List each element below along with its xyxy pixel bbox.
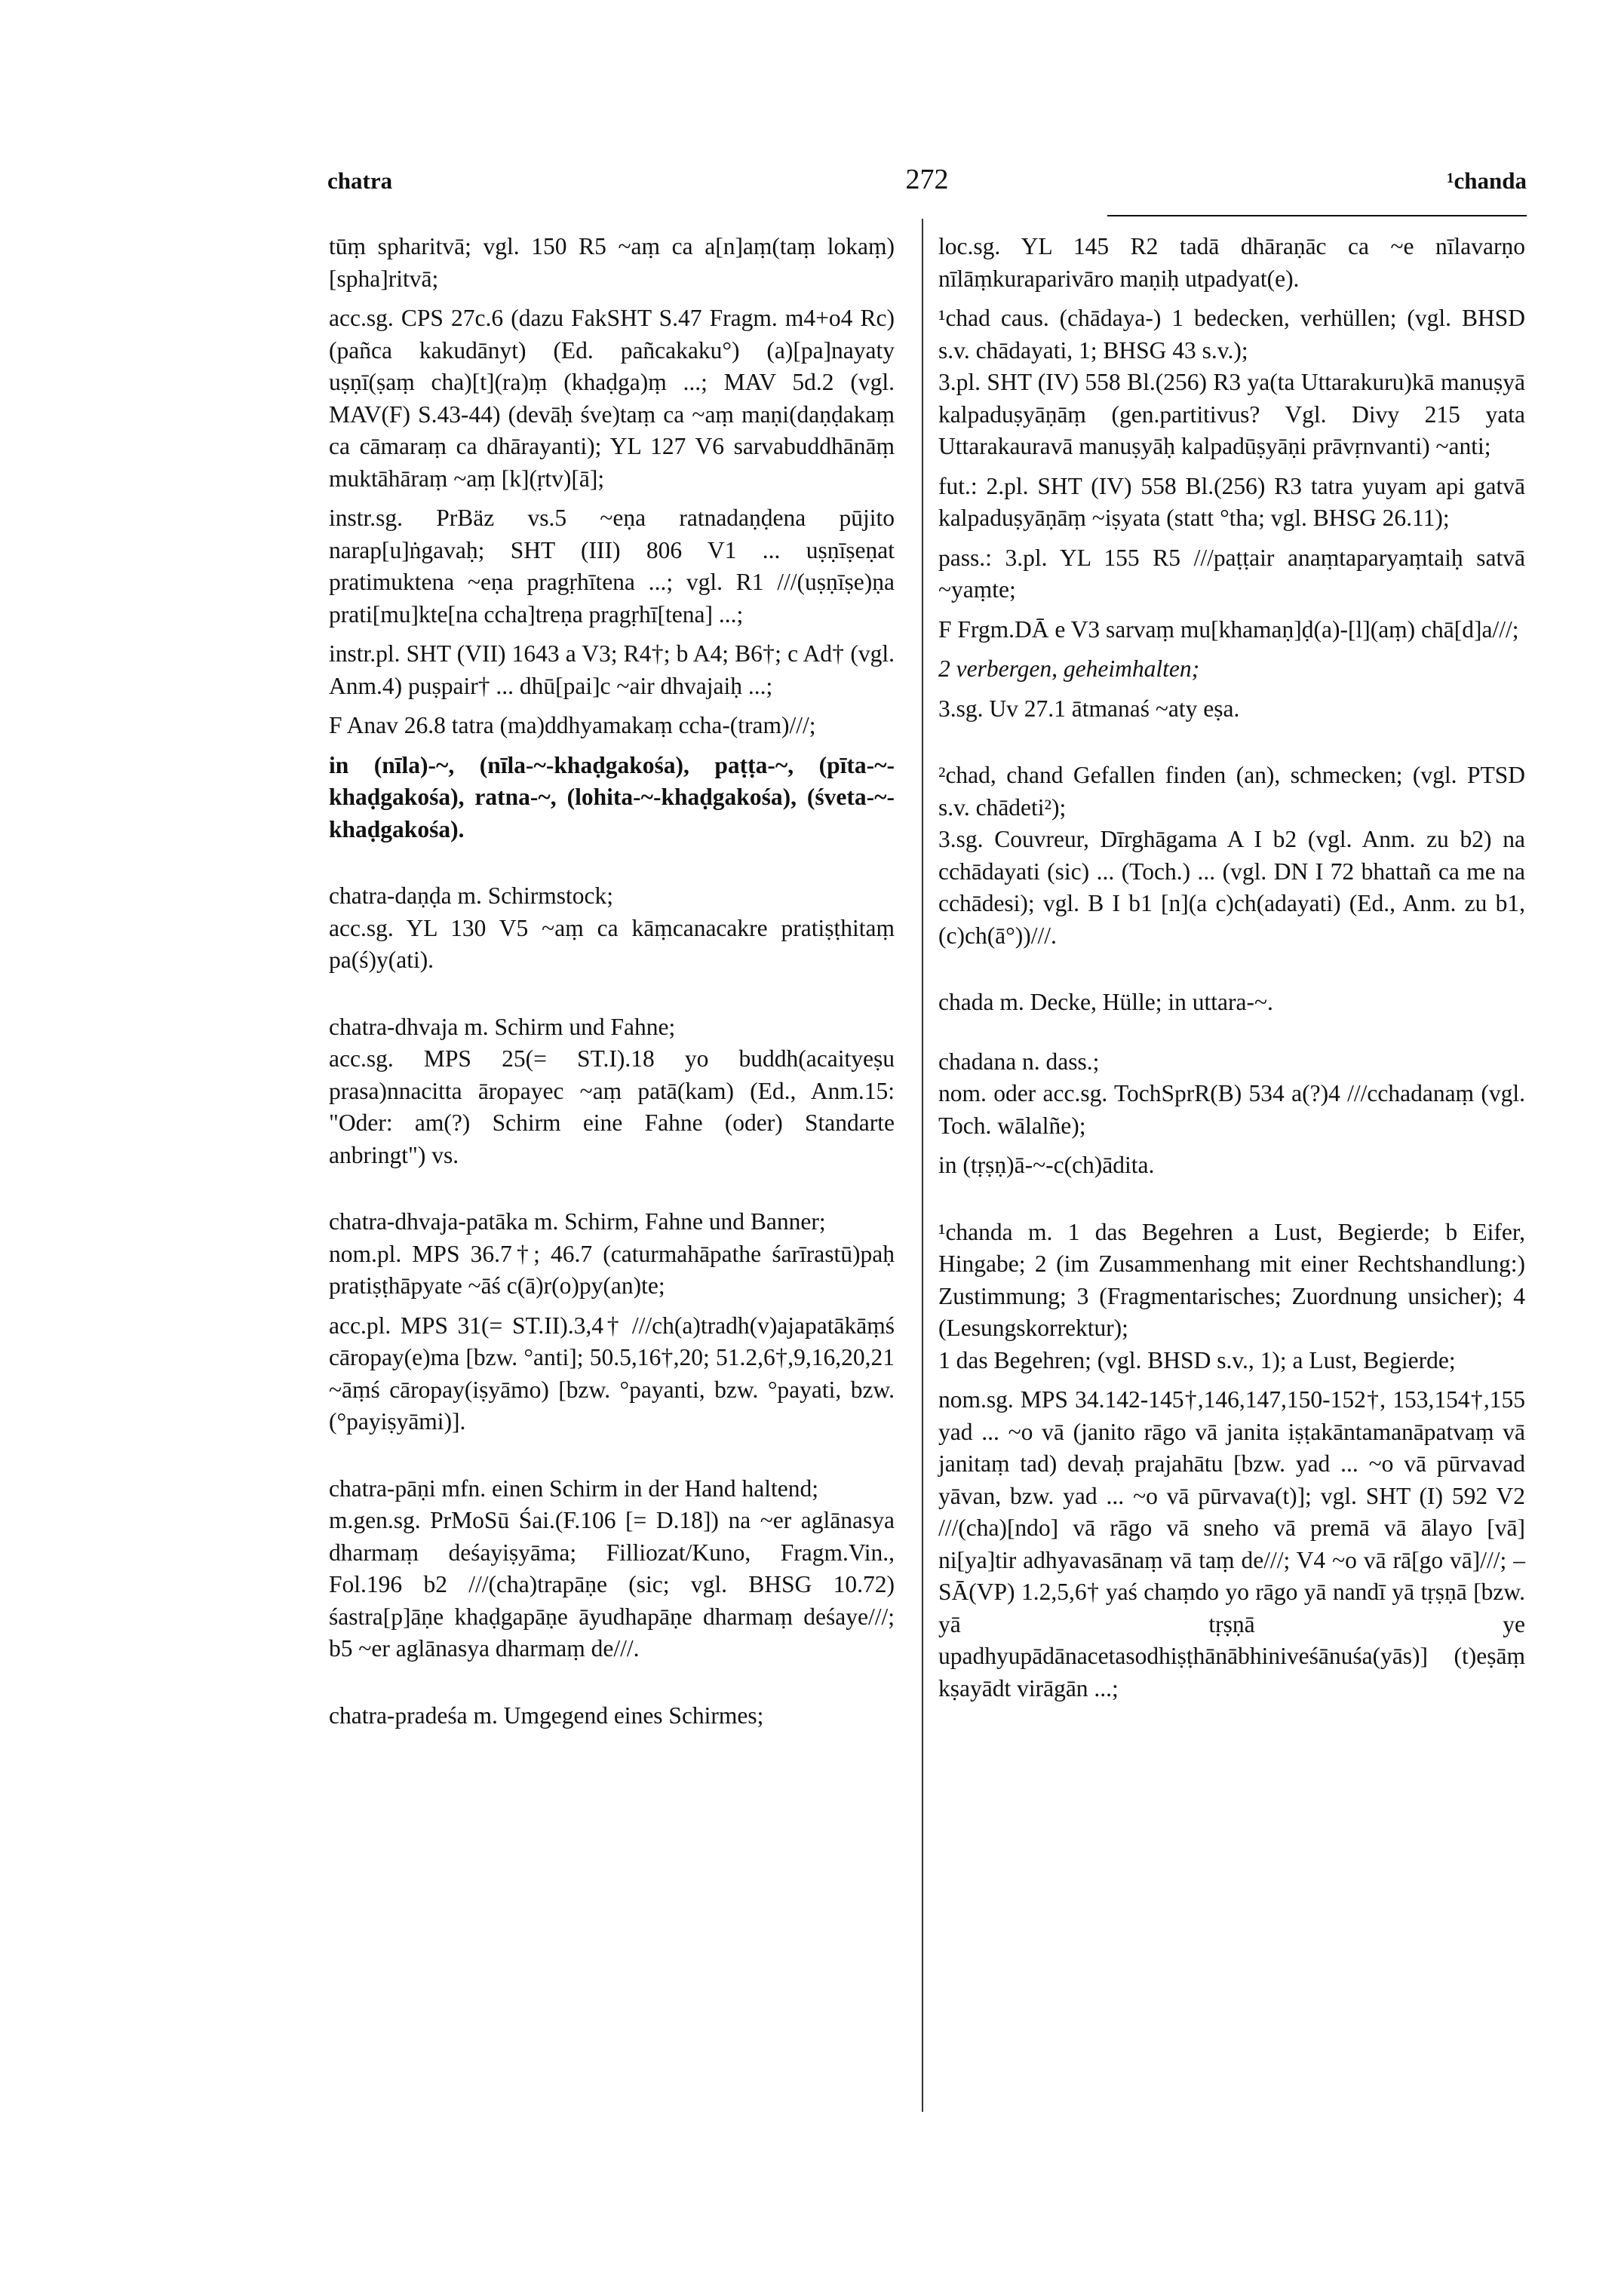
paragraph: 2 verbergen, geheimhalten; [938,655,1200,682]
paragraph: 3.sg. Uv 27.1 ātmanaś ~aty eṣa. [938,695,1240,722]
paragraph: acc.sg. CPS 27c.6 (dazu FakSHT S.47 Fragm. m4+o4 Rc) (pañca kakudānyt) (Ed. pañcakaku°) (a)[pa]nayaty uṣṇī(ṣaṃ cha)[t](ra)ṃ (khaḍga)ṃ ...; MAV 5d.2 (vgl. MAV(F) S.43-44) (devāḥ śve)taṃ ca ~aṃ maṇi(daṇḍakaṃ ca cāmaraṃ ca dhārayanti); YL 127 V6 sarvabuddhānāṃ muktāhāraṃ ~aṃ [k](ṛtv)[ā]; [329,305,895,492]
header-right-catchword: ¹chanda [1447,167,1527,194]
paragraph: pass.: 3.pl. YL 155 R5 ///paṭṭair anaṃtaparyaṃtaiḥ satvā ~yaṃte; [938,544,1525,603]
paragraph: in (nīla)-~, (nīla-~-khaḍgakośa), paṭṭa-~, (pīta-~-khaḍgakośa), ratna-~, (lohita-~-khaḍgakośa), (śveta-~-khaḍgakośa). [329,751,895,842]
paragraph: nom.sg. MPS 34.142-145†,146,147,150-152†, 153,154†,155 yad ... ~o vā (janito rāgo vā janita iṣṭakāntamanāpatvaṃ vā janitaṃ tad) devaḥ prajahātu [bzw. yad ... ~o vā pūrvavad yāvan, bzw. yad ... ~o vā pūrvava(t)]; vgl. SHT (I) 592 V2 ///(cha)[ndo] vā rāgo vā sneho vā premā vā ālayo [vā] ni[ya]tir adhyavasānaṃ vā taṃ de///; V4 ~o vā rā[go vā]///; – SĀ(VP) 1.2,5,6† yaś chaṃdo yo rāgo yā nandī yā tṛṣṇā [bzw. yā tṛṣṇā ye upadhyupādānacetasodhiṣṭhānābhiniveśānuśa(yās)] (t)eṣāṃ kṣayādt virāgān ...; [938,1386,1525,1702]
spacer [329,1673,895,1700]
paragraph: 1 das Begehren; (vgl. BHSD s.v., 1); a Lust, Begierde; [938,1346,1456,1373]
header-rule [1107,215,1527,216]
paragraph: nom. oder acc.sg. TochSprR(B) 534 a(?)4 ///cchadanaṃ (vgl. Toch. wālalñe); [938,1080,1525,1139]
paragraph: nom.pl. MPS 36.7†; 46.7 (caturmahāpathe śarīrastū)paḥ pratiṣṭhāpyate ~āś c(ā)r(o)py(an)te; [329,1240,895,1299]
paragraph: fut.: 2.pl. SHT (IV) 558 Bl.(256) R3 tatra yuyam api gatvā kalpaduṣyāṇāṃ ~iṣyata (statt °tha; vgl. BHSG 26.11); [938,472,1525,531]
entry-heading: chatra-pradeśa m. Umgegend eines Schirmes; [329,1702,764,1729]
spacer [938,1019,1525,1046]
paragraph: 3.pl. SHT (IV) 558 Bl.(256) R3 ya(ta Uttarakuru)kā manuṣyā kalpaduṣyāṇāṃ (gen.partitivus? Vgl. Divy 215 yata Uttarakauravā manuṣyāḥ kalpadūṣyāṇi prāvṛnvanti) ~anti; [938,369,1525,459]
entry-heading: chatra-dhvaja-patāka m. Schirm, Fahne und Banner; [329,1208,826,1235]
paragraph: instr.sg. PrBäz vs.5 ~eṇa ratnadaṇḍena pūjito narap[u]ṅgavaḥ; SHT (III) 806 V1 ... uṣṇīṣeṇat pratimuktena ~eṇa pragṛhītena ...; vgl. R1 ///(uṣṇīṣe)ṇa prati[mu]kte[na ccha]treṇa pragṛhī[tena] ...; [329,505,895,628]
spacer [329,984,895,1011]
entry-heading: ¹chanda m. 1 das Begehren a Lust, Begierde; b Eifer, Hingabe; 2 (im Zusammenhang mit einer Rechtshandlung:) Zustimmung; 3 (Fragmentarisches; Zuordnung unsicher); 4 (Lesungskorrektur); [938,1218,1525,1341]
spacer [329,1446,895,1473]
entry-heading: ¹chad caus. (chādaya-) 1 bedecken, verhüllen; (vgl. BHSD s.v. chādayati, 1; BHSG 43 s.v.); [938,305,1525,364]
header-left-catchword: chatra [327,167,393,194]
entry-heading: chada m. Decke, Hülle; in uttara-~. [938,989,1273,1015]
spacer [938,732,1525,760]
paragraph: F Frgm.DĀ e V3 sarvaṃ mu[khamaṇ]ḍ(a)-[l](aṃ) chā[d]a///; [938,615,1519,643]
entry-heading: ²chad, chand Gefallen finden (an), schmecken; (vgl. PTSD s.v. chādeti²); [938,762,1525,821]
spacer [938,1189,1525,1217]
column-divider [922,219,923,2112]
paragraph: loc.sg. YL 145 R2 tadā dhāraṇāc ca ~e nīlavarṇo nīlāṃkuraparivāro maṇiḥ utpadyat(e). [938,233,1525,292]
page-number: 272 [905,164,949,195]
left-column [329,231,895,1732]
paragraph: 3.sg. Couvreur, Dīrghāgama A I b2 (vgl. Anm. zu b2) na cchādayati (sic) ... (Toch.) ... (vgl. DN I 72 bhattañ ca me na cchādesi); vgl. B I b1 [n](a c)ch(adayati) (Ed., Anm. zu b1, (c)ch(ā°))///. [938,826,1525,949]
paragraph: instr.pl. SHT (VII) 1643 a V3; R4†; b A4; B6†; c Ad† (vgl. Anm.4) puṣpair† ... dhū[pai]c ~air dhvajaiḥ ...; [329,640,895,699]
right-column [938,231,1525,1712]
spacer [938,959,1525,987]
paragraph: tūṃ spharitvā; vgl. 150 R5 ~aṃ ca a[n]aṃ(taṃ lokaṃ) [spha]ritvā; [329,233,895,292]
paragraph: acc.pl. MPS 31(= ST.II).3,4† ///ch(a)tradh(v)ajapatākāṃś cāropay(e)ma [bzw. °anti]; 50.5,16†,20; 51.2,6†,9,16,20,21 ~āṃś cāropay(iṣyāmo) [bzw. °payanti, bzw. °payati, bzw. (°payiṣyāmi)]. [329,1312,895,1435]
paragraph: F Anav 26.8 tatra (ma)ddhyamakaṃ ccha-(tram)///; [329,712,816,738]
entry-heading: chatra-daṇḍa m. Schirmstock; [329,882,614,909]
page-header [327,164,1527,205]
paragraph: acc.sg. MPS 25(= ST.I).18 yo buddh(acaityeṣu prasa)nnacitta āropayec ~aṃ patā(kam) (Ed., Anm.15: "Oder: am(?) Schirm eine Fahne (oder) Standarte anbringt") vs. [329,1045,895,1168]
spacer [329,853,895,880]
paragraph: m.gen.sg. PrMoSū Śai.(F.106 [= D.18]) na ~er aglānasya dharmaṃ deśayiṣyāma; Filliozat/Kuno, Fragm.Vin., Fol.196 b2 ///(cha)trapāṇe (sic; vgl. BHSG 10.72) śastra[p]āṇe khaḍgapāṇe āyudhapāṇe dharmaṃ deśaye///; b5 ~er aglānasya dharmaṃ de///. [329,1507,895,1662]
spacer [329,1179,895,1206]
paragraph: acc.sg. YL 130 V5 ~aṃ ca kāṃcanacakre pratiṣṭhitaṃ pa(ś)y(ati). [329,914,895,973]
entry-heading: chatra-pāṇi mfn. einen Schirm in der Hand haltend; [329,1475,819,1502]
entry-heading: chatra-dhvaja m. Schirm und Fahne; [329,1013,676,1040]
entry-heading: chadana n. dass.; [938,1048,1100,1075]
paragraph: in (tṛṣṇ)ā-~-c(ch)ādita. [938,1152,1155,1178]
